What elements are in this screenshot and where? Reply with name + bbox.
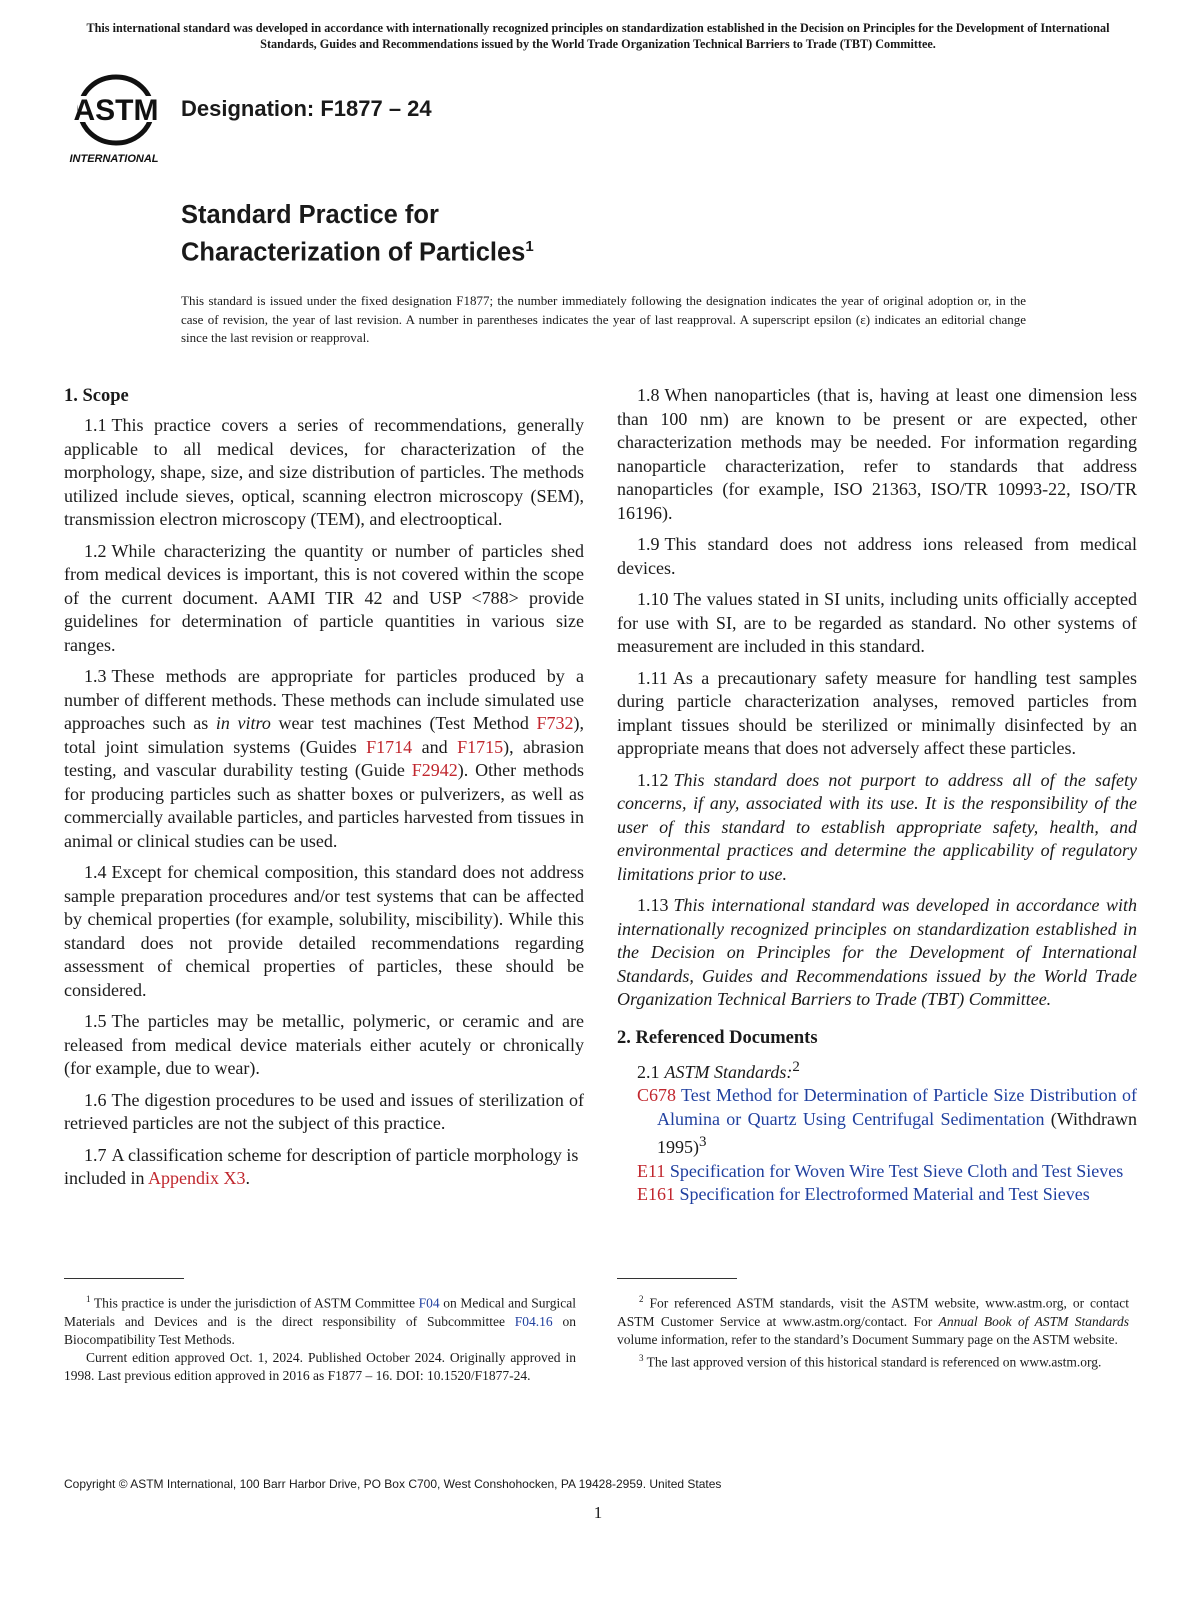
paragraph-1-6: 1.6 The digestion procedures to be used and issues of sterilization of retrieved particles are not the subject of this practice. — [64, 1089, 584, 1133]
reference-item-e161 — [637, 1183, 1137, 1207]
issued-note: This standard is issued under the fixed designation F1877; the number immediately following the designation indicates the year of original adoption or, in the case of revision, the year of last revision. A number in parentheses indicates the year of last reapproval. A superscript epsilon (ε) indicates an editorial change since the last revision or reapproval. — [181, 293, 1026, 345]
link-c678[interactable]: C678 — [637, 1085, 677, 1105]
astm-logo — [64, 70, 174, 166]
link-f732[interactable]: F732 — [536, 713, 574, 733]
top-notice: This international standard was developed in accordance with internationally recognized principles on standardization established in the Decision on Principles for the Development of International Standards, Guides and Recommendations issued by the World Trade Organization Technical Barriers to Trade (TBT) Committee. — [86, 21, 1110, 51]
reference-item-c678: C678 Test Method for Determination of Particle Size Distribution of Alumina or Quartz Using Centrifugal Sedimentation (Withdrawn 1995)$^3$ — [637, 1085, 1138, 1157]
logo-subtext: INTERNATIONAL — [69, 153, 159, 165]
footnote-divider-right — [617, 1278, 737, 1279]
left-column — [64, 384, 584, 1199]
section-heading-referenced-documents: 2. Referenced Documents — [617, 1027, 818, 1048]
paragraph-1-11: 1.11 As a precautionary safety measure for handling test samples during particle characterization analyses, removed particles from implant tissues should be sterilized or minimally disinfected by an appropriate means that does not adversely affect these particles. — [617, 667, 1137, 758]
reference-item-e11 — [637, 1160, 1137, 1184]
astm-logo-graphic — [64, 70, 174, 166]
title-line-2: Characterization of Particles — [181, 238, 526, 267]
paragraph-1-7: 1.7 A classification scheme for description of particle morphology is included in Appendix X3. — [64, 1144, 579, 1188]
paragraph-1-4: 1.4 Except for chemical composition, this standard does not address sample preparation procedures and/or test systems that can be affected by chemical properties (for example, solubility, miscibility). While this standard does not provide detailed recommendations regarding assessment of chemical properties of particles, these should be considered. — [64, 862, 584, 1000]
footnote-ref-2[interactable]: 2 — [792, 1058, 800, 1075]
section-heading-scope: 1. Scope — [64, 386, 129, 406]
footnote-1-edition: Current edition approved Oct. 1, 2024. Published October 2024. Originally approved in 1998. Last previous edition approved in 2016 as F1877 – 16. DOI: 10.1520/F1877-24. — [64, 1349, 576, 1383]
paragraph-1-5: 1.5 The particles may be metallic, polymeric, or ceramic and are released from medical device materials either acutely or chronically (for example, due to wear). — [64, 1011, 584, 1078]
paragraph-1-12: 1.12 This standard does not purport to address all of the safety concerns, if any, associated with its use. It is the responsibility of the user of this standard to establish appropriate safety, health, and environmental practices and determine the applicability of regulatory limitations prior to use. — [617, 769, 1137, 884]
link-c678-title[interactable]: Test Method for Determination of Particle Size Distribution of Alumina or Quartz Using Centrifugal Sedimentation — [657, 1085, 1138, 1129]
copyright-line: Copyright © ASTM International, 100 Barr Harbor Drive, PO Box C700, West Conshohocken, PA 19428-2959. United States — [64, 1477, 722, 1491]
subsection-2-1: 2.1 ASTM Standards:$^2$ — [637, 1058, 800, 1082]
footnote-1: $^1$ This practice is under the jurisdiction of ASTM Committee F04 on Medical and Surgical Materials and Devices and is the direct responsibility of Subcommittee F04.16 on Biocompatibility Test Methods. — [64, 1294, 577, 1347]
link-e161-title[interactable]: Specification for Electroformed Material and Test Sieves — [679, 1184, 1090, 1204]
page-number: 1 — [593, 1503, 603, 1522]
footnotes-right — [617, 1290, 1129, 1371]
footnote-3: $^3$ The last approved version of this historical standard is referenced on www.astm.org. — [639, 1352, 1102, 1369]
link-f1714[interactable]: F1714 — [366, 736, 413, 757]
paragraph-1-8: 1.8 When nanoparticles (that is, having at least one dimension less than 100 nm) are known to be present or are expected, other characterization methods may be needed. For information regarding nanoparticle characterization, refer to standards that address nanoparticles (for example, ISO 21363, ISO/TR 10993-22, ISO/TR 16196). — [617, 385, 1137, 523]
footnote-divider-left — [64, 1278, 184, 1279]
footnote-ref-3[interactable]: 3 — [699, 1134, 707, 1150]
link-e11-title[interactable]: Specification for Woven Wire Test Sieve Cloth and Test Sieves — [669, 1160, 1124, 1181]
link-e11[interactable]: E11 — [637, 1160, 666, 1181]
link-f1715[interactable]: F1715 — [457, 736, 504, 757]
footnote-2: $^2$ For referenced ASTM standards, visit the ASTM website, www.astm.org, or contact ASTM Customer Service at www.astm.org/contact. For Annual Book of ASTM Standards volume information, refer to the standard’s Document Summary page on the ASTM website. — [617, 1294, 1130, 1347]
paragraph-1-2: 1.2 While characterizing the quantity or number of particles shed from medical devices is important, this is not covered within the scope of the current document. AAMI TIR 42 and USP <788> provide guidelines for determination of particle quantities in various size ranges. — [64, 540, 584, 655]
link-f04-16[interactable]: F04.16 — [514, 1313, 553, 1329]
link-appendix-x3[interactable]: Appendix X3 — [148, 1168, 246, 1188]
title-line-1: Standard Practice for — [181, 201, 439, 229]
paragraph-1-10: 1.10 The values stated in SI units, including units officially accepted for use with SI, are to be regarded as standard. No other systems of measurement are included in this standard. — [617, 589, 1137, 656]
paragraph-1-1: 1.1 This practice covers a series of recommendations, generally applicable to all medical devices, for characterization of the morphology, shape, size, and size distribution of particles. The methods utilized include sieves, optical, scanning electron microscopy (SEM), transmission electron microscopy (TEM), and electrooptical. — [64, 415, 584, 529]
paragraph-1-9: 1.9 This standard does not address ions released from medical devices. — [617, 534, 1137, 578]
footnotes-left — [64, 1290, 576, 1385]
paragraph-1-3: 1.3 These methods are appropriate for particles produced by a number of different methods. These methods can include simulated use approaches such as in vitro wear test machines (Test Method F732), total joint simulation systems (Guides F1714 and F1715), abrasion testing, and vascular durability testing (Guide F2942). Other methods for producing particles such as shatter boxes or pulverizers, as well as commercially available particles, and particles harvested from tissues in animal or clinical studies can be used. — [64, 666, 584, 851]
designation: Designation: F1877 – 24 — [181, 96, 432, 121]
page-title — [181, 199, 534, 269]
logo-lettering: ASTM — [73, 94, 159, 127]
referenced-standards-list — [617, 1084, 1137, 1207]
paragraph-1-13: 1.13 This international standard was developed in accordance with internationally recognized principles on standardization established in the Decision on Principles for the Development of International Standards, Guides and Recommendations issued by the World Trade Organization Technical Barriers to Trade (TBT) Committee. — [617, 895, 1137, 1009]
right-column — [617, 384, 1137, 1207]
link-f04[interactable]: F04 — [418, 1295, 440, 1311]
title-footnote-ref[interactable]: 1 — [525, 238, 534, 255]
link-f2942[interactable]: F2942 — [411, 760, 458, 780]
link-e161[interactable]: E161 — [637, 1184, 675, 1204]
